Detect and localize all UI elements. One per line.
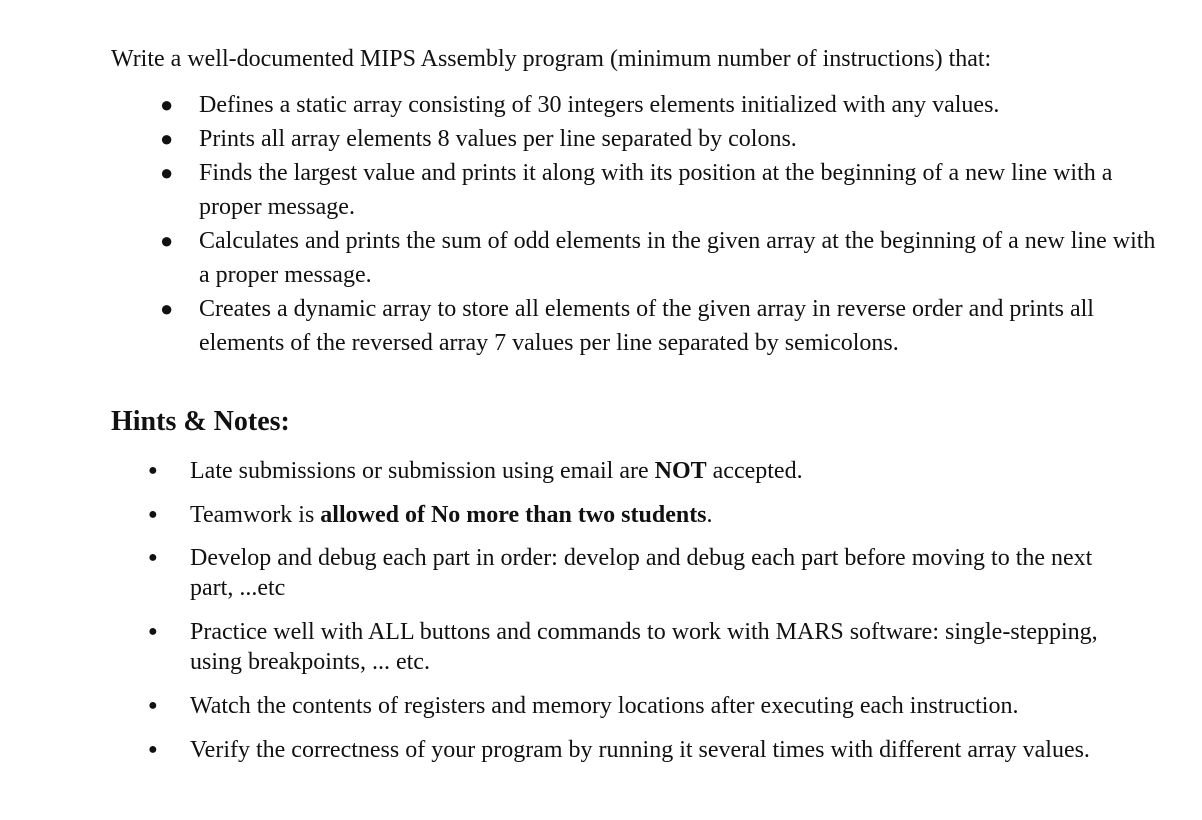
hint-item xyxy=(148,617,1140,677)
hints-heading: Hints & Notes: xyxy=(111,406,290,437)
hint-text-end: . xyxy=(706,502,713,528)
bullet-icon: ● xyxy=(148,697,158,714)
bullet-icon: ● xyxy=(148,462,158,479)
requirement-text: Prints all array elements 8 values per line separated by colons. xyxy=(199,126,797,152)
requirement-text: Creates a dynamic array to store all elements of the given array in reverse order and prints all elements of the reversed array 7 values per line separated by semicolons. xyxy=(199,296,1094,356)
bullet-icon: ● xyxy=(160,92,174,117)
requirement-text: Finds the largest value and prints it along with its position at the beginning of a new line with a proper message. xyxy=(199,160,1113,220)
hint-emphasis: allowed of No more than two students xyxy=(320,502,707,528)
hint-text-end: accepted. xyxy=(706,458,803,484)
requirement-item xyxy=(160,156,1159,224)
intro-text: Write a well-documented MIPS Assembly program (minimum number of instructions) that: xyxy=(111,46,992,72)
requirement-text: Calculates and prints the sum of odd elements in the given array at the beginning of a new line with a proper message. xyxy=(199,228,1156,288)
hint-text: Late submissions or submission using email are xyxy=(190,458,655,484)
bullet-icon: ● xyxy=(148,549,158,566)
requirement-item xyxy=(160,292,1159,360)
requirement-item xyxy=(160,122,1159,156)
hint-text: Practice well with ALL buttons and commands to work with MARS software: single-stepping, using breakpoints, ... etc. xyxy=(190,619,1098,675)
requirement-text: Defines a static array consisting of 30 integers elements initialized with any values. xyxy=(199,92,1000,118)
bullet-icon: ● xyxy=(160,228,174,253)
bullet-icon: ● xyxy=(148,506,158,523)
hint-text: Verify the correctness of your program by running it several times with different array values. xyxy=(190,737,1090,763)
hint-item xyxy=(148,500,1140,530)
requirement-item xyxy=(160,224,1159,292)
bullet-icon: ● xyxy=(148,623,158,640)
hint-item xyxy=(148,735,1140,765)
hint-item xyxy=(148,456,1140,486)
hint-emphasis: NOT xyxy=(654,458,707,484)
requirements-list xyxy=(160,88,1159,360)
bullet-icon: ● xyxy=(160,126,174,151)
hint-item xyxy=(148,691,1140,721)
requirement-item xyxy=(160,88,1159,122)
hint-item xyxy=(148,543,1140,603)
hint-text: Develop and debug each part in order: develop and debug each part before moving to the next part, ...etc xyxy=(190,545,1093,601)
bullet-icon: ● xyxy=(160,160,174,185)
hint-text: Teamwork is xyxy=(190,502,321,528)
hint-text: Watch the contents of registers and memory locations after executing each instruction. xyxy=(190,693,1019,719)
bullet-icon: ● xyxy=(160,296,174,321)
bullet-icon: ● xyxy=(148,741,158,758)
